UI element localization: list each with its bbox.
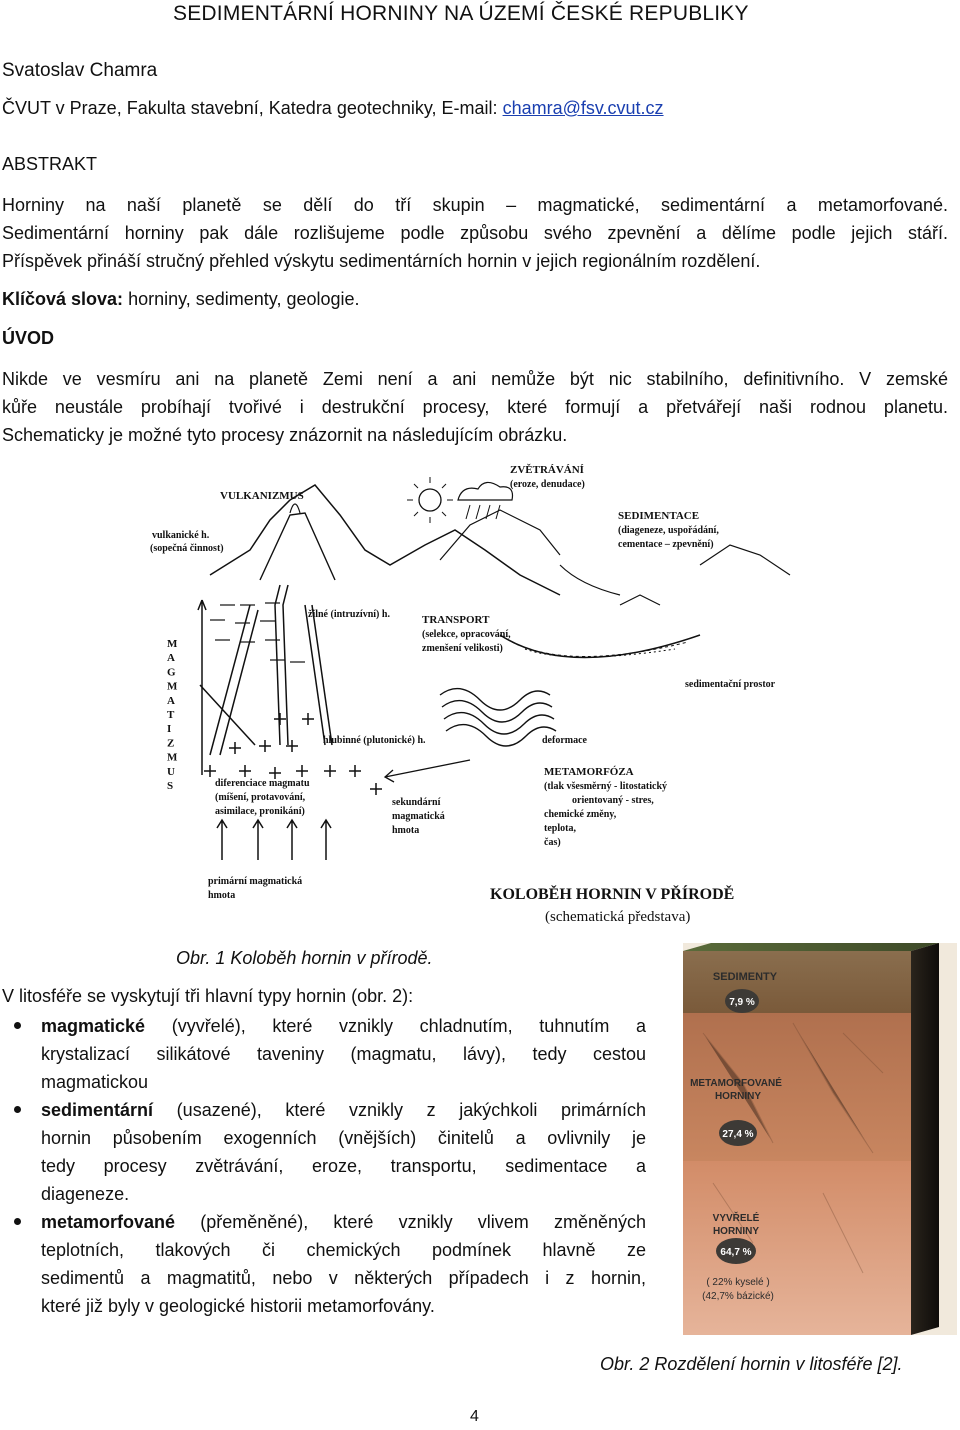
label-kolobeh: KOLOBĚH HORNIN V PŘÍRODĚ [490, 886, 735, 903]
list-item [10, 1208, 646, 1320]
value-vyvrele: 64,7 % [720, 1247, 752, 1258]
label-transport: TRANSPORT [422, 614, 490, 626]
abstract-line: Sedimentární horniny pak dále rozlišujeme podle způsobu svého zpevnění a dělíme podle jejich stáří. [2, 223, 948, 243]
lithosphere-block-figure [683, 943, 957, 1335]
bullet-icon [14, 1106, 21, 1113]
author-name: Svatoslav Chamra [2, 60, 158, 81]
figure2-caption: Obr. 2 Rozdělení hornin v litosféře [2]. [600, 1354, 903, 1374]
magmatizmus-letter: U [167, 765, 175, 778]
label-magmatizmus [167, 638, 178, 792]
item-text: (přeměněné), které vznikly vlivem změněných [175, 1212, 646, 1232]
intro-line: Nikde ve vesmíru ani na planetě Zemi není a ani nemůže být nic stabilního, definitivního. V zemské [2, 369, 948, 389]
magmatizmus-letter: Z [167, 737, 175, 750]
label-hlubinne: hlubinné (plutonické) h. [323, 735, 426, 746]
item-text: (vyvřelé), které vznikly chladnutím, tuhnutím a [145, 1016, 646, 1036]
label-zvetravani: ZVĚTRÁVÁNÍ [510, 464, 584, 476]
page-title: SEDIMENTÁRNÍ HORNINY NA ÚZEMÍ ČESKÉ REPUBLIKY [173, 2, 749, 25]
label-sedimentace-sub1: (diageneze, uspořádání, [618, 525, 719, 536]
term-magmaticke: magmatické [41, 1016, 146, 1036]
label-meta4: teplota, [544, 823, 576, 834]
bullet-icon [14, 1022, 21, 1029]
abstract-text [2, 191, 948, 275]
intro-text [2, 365, 948, 449]
item-text: (usazené), které vznikly z jakýchkoli primárních [153, 1100, 646, 1120]
label-sekundarni3: hmota [392, 825, 420, 836]
label-vulkanizmus: VULKANIZMUS [220, 490, 304, 502]
label-vulkanicke-sub: (sopečná činnost) [150, 543, 224, 554]
label-transport-sub1: (selekce, opracování, [422, 629, 511, 640]
term-sedimentarni: sedimentární [41, 1100, 154, 1120]
label-sedimenty: SEDIMENTY [712, 971, 778, 983]
abstract-line: Horniny na naší planetě se dělí do tří skupin – magmatické, sedimentární a metamorfované. [2, 195, 948, 215]
abstract-heading: ABSTRAKT [2, 154, 98, 174]
item-text: hornin působením exogenních (vnějších) činitelů a ovlivnily je [41, 1128, 646, 1148]
item-text: teplotních, tlakových či chemických podmínek hlavně ze [41, 1240, 646, 1260]
label-zilne: žilné (intruzívní) h. [308, 609, 390, 620]
label-transport-sub2: zmenšení velikosti) [422, 643, 503, 654]
label-primarni1: primární magmatická [208, 876, 303, 887]
page-number: 4 [470, 1408, 479, 1425]
email-link[interactable]: chamra@fsv.cvut.cz [502, 98, 664, 118]
label-vulkanicke: vulkanické h. [152, 530, 210, 541]
bullet-icon [14, 1218, 21, 1225]
label-sekundarni1: sekundární [392, 797, 441, 808]
item-text: krystalizací silikátové taveniny (magmatu, lávy), tedy cestou [41, 1044, 646, 1064]
label-zvetravani-sub: (eroze, denudace) [510, 479, 585, 490]
magmatizmus-letter: G [167, 666, 176, 679]
label-metamorfovane2: HORNINY [714, 1091, 762, 1102]
label-sedimentace: SEDIMENTACE [618, 510, 700, 522]
affiliation-text: ČVUT v Praze, Fakulta stavební, Katedra geotechniky, E-mail: [2, 98, 503, 118]
label-meta2: orientovaný - stres, [572, 795, 654, 806]
label-bazicke: (42,7% bázické) [702, 1291, 774, 1302]
item-text: které již byly v geologické historii metamorfovány. [41, 1296, 435, 1316]
value-metamorfovane: 27,4 % [722, 1129, 754, 1140]
intro-line: kůře neustále probíhají tvořivé i destrukční procesy, které formují a přetvářejí naši rodnou planetu. [2, 397, 948, 417]
label-meta3: chemické změny, [544, 809, 617, 820]
label-kolobeh-sub: (schematická představa) [545, 909, 691, 925]
item-text: diageneze. [41, 1184, 130, 1204]
magmatizmus-letter: M [167, 638, 178, 650]
intro-heading: ÚVOD [2, 328, 55, 348]
list-item [10, 1096, 646, 1208]
affiliation [2, 98, 664, 119]
label-metamorfoza: METAMORFÓZA [544, 766, 634, 778]
magmatizmus-letter: T [167, 709, 175, 721]
rock-type-list [10, 1012, 646, 1320]
label-sedimentace-sub2: cementace – zpevnění) [618, 539, 714, 550]
magmatizmus-letter: A [167, 694, 175, 707]
item-text: magmatickou [41, 1072, 149, 1092]
magmatizmus-letter: M [167, 751, 178, 764]
intro-line: Schematicky je možné tyto procesy znázornit na následujícím obrázku. [2, 425, 568, 445]
label-meta1: (tlak všesměrný - litostatický [544, 781, 668, 792]
magmatizmus-letter: S [167, 780, 174, 792]
term-metamorfovane: metamorfované [41, 1212, 176, 1232]
label-vyvrele1: VYVŘELÉ [712, 1213, 760, 1224]
magmatizmus-letter: I [167, 723, 172, 736]
label-sekundarni2: magmatická [392, 811, 445, 822]
label-primarni2: hmota [208, 890, 236, 901]
label-sed-prostor: sedimentační prostor [685, 679, 776, 690]
item-text: sedimentů a magmatitů, nebo v některých případech i z hornin, [41, 1268, 646, 1288]
item-text: tedy procesy zvětrávání, eroze, transportu, sedimentace a [41, 1156, 646, 1176]
label-diferenciace2: (míšení, protavování, [215, 792, 306, 803]
label-metamorfovane1: METAMORFOVANÉ [690, 1078, 782, 1089]
label-diferenciace3: asimilace, pronikání) [215, 806, 305, 817]
figure1-caption: Obr. 1 Koloběh hornin v přírodě. [176, 948, 433, 968]
abstract-line: Příspěvek přináší stručný přehled výskytu sedimentárních hornin v jejich regionálním rozdělení. [2, 251, 761, 271]
magmatizmus-letter: M [167, 680, 178, 693]
label-deformace: deformace [542, 735, 587, 746]
keywords [2, 289, 360, 310]
label-kysele: ( 22% kyselé ) [706, 1277, 770, 1288]
label-vyvrele2: HORNINY [712, 1226, 760, 1237]
label-meta5: čas) [544, 837, 561, 848]
keywords-label: Klíčová slova: [2, 289, 124, 309]
types-intro: V litosféře se vyskytují tři hlavní typy hornin (obr. 2): [2, 986, 414, 1006]
value-sedimenty: 7,9 % [729, 997, 755, 1008]
label-diferenciace1: diferenciace magmatu [215, 778, 310, 789]
rock-cycle-diagram [140, 455, 830, 935]
magmatizmus-letter: A [167, 652, 175, 665]
list-item [10, 1012, 646, 1096]
keywords-text: horniny, sedimenty, geologie. [123, 289, 360, 309]
